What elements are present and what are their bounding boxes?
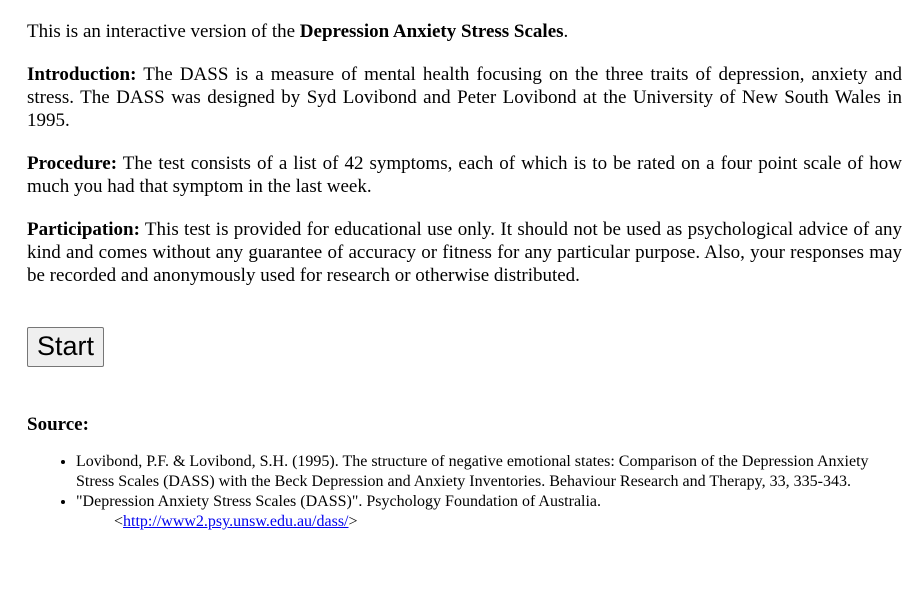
- introduction-text: The DASS is a measure of mental health focusing on the three traits of depression, anxiety and stress. The DASS was designed by Syd Lovibond and Peter Lovibond at the University of New South Wales in 1995.: [27, 64, 902, 131]
- intro-paragraph: [27, 20, 902, 43]
- reference-url-line: [76, 512, 902, 532]
- source-heading: Source:: [27, 414, 89, 435]
- url-close-bracket: >: [348, 513, 358, 530]
- introduction-paragraph: [27, 63, 902, 132]
- reference-text: "Depression Anxiety Stress Scales (DASS)". Psychology Foundation of Australia.: [76, 493, 602, 510]
- test-name: Depression Anxiety Stress Scales: [299, 21, 564, 42]
- intro-lead-end: .: [563, 21, 569, 42]
- intro-lead-text: This is an interactive version of the: [27, 21, 300, 42]
- participation-text: This test is provided for educational use only. It should not be used as psychological advice of any kind and comes without any guarantee of accuracy or fitness for any particular purpose. Also, your responses may be recorded and anonymously used for research or otherwise distributed.: [27, 219, 902, 286]
- reference-list: [27, 452, 902, 532]
- participation-heading: Participation:: [27, 219, 140, 240]
- participation-paragraph: [27, 218, 902, 287]
- procedure-text: The test consists of a list of 42 symptoms, each of which is to be rated on a four point scale of how much you had that symptom in the last week.: [27, 153, 902, 197]
- introduction-heading: Introduction:: [27, 64, 137, 85]
- reference-item: [76, 452, 902, 492]
- procedure-heading: Procedure:: [27, 153, 118, 174]
- reference-text: Lovibond, P.F. & Lovibond, S.H. (1995). The structure of negative emotional states: Comparison of the Depression Anxiety Stress Scales (DASS) with the Beck Depression and Anxiety Inventories. Behaviour Research and Therapy, 33, 335-343.: [76, 453, 869, 490]
- url-open-bracket: <: [114, 513, 124, 530]
- procedure-paragraph: [27, 152, 902, 198]
- start-button[interactable]: Start: [27, 327, 104, 367]
- dass-source-link[interactable]: http://www2.psy.unsw.edu.au/dass/: [123, 513, 349, 530]
- reference-item: [76, 492, 902, 532]
